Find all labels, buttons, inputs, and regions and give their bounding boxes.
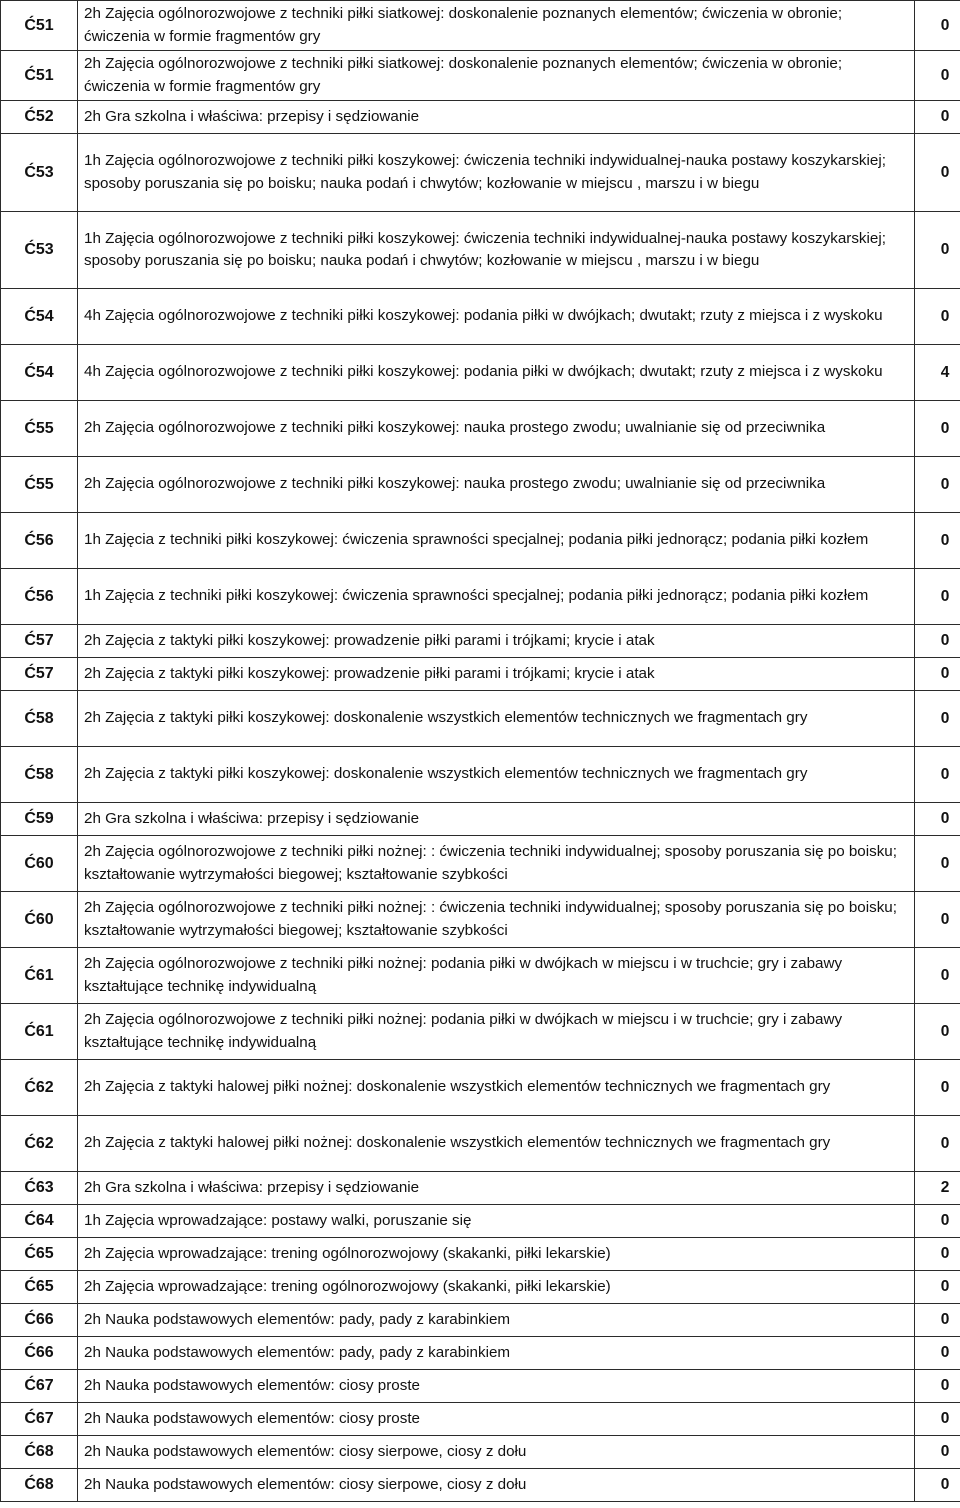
row-value: 0 xyxy=(915,1403,960,1436)
table-row xyxy=(1,457,960,513)
table-row xyxy=(1,1205,960,1238)
table-row xyxy=(1,1271,960,1304)
row-value: 0 xyxy=(915,1205,960,1238)
row-description: 2h Zajęcia ogólnorozwojowe z techniki piłki nożnej: : ćwiczenia techniki indywidualnej; sposoby poruszania się po boisku; kształtowanie wytrzymałości biegowej; kształtowanie szybkości xyxy=(78,892,915,948)
row-value: 0 xyxy=(915,457,960,513)
row-description: 2h Zajęcia z taktyki halowej piłki nożnej: doskonalenie wszystkich elementów technicznych we fragmentach gry xyxy=(78,1116,915,1172)
row-code: Ć53 xyxy=(1,212,78,289)
table-row xyxy=(1,1116,960,1172)
table-row xyxy=(1,691,960,747)
row-code: Ć67 xyxy=(1,1370,78,1403)
row-description: 2h Zajęcia z taktyki piłki koszykowej: prowadzenie piłki parami i trójkami; krycie i atak xyxy=(78,658,915,691)
row-description: 2h Zajęcia ogólnorozwojowe z techniki piłki koszykowej: nauka prostego zwodu; uwalnianie się od przeciwnika xyxy=(78,401,915,457)
row-description: 1h Zajęcia wprowadzające: postawy walki, poruszanie się xyxy=(78,1205,915,1238)
row-description: 2h Zajęcia z taktyki piłki koszykowej: doskonalenie wszystkich elementów technicznych we fragmentach gry xyxy=(78,747,915,803)
table-row xyxy=(1,1304,960,1337)
table-row xyxy=(1,892,960,948)
row-code: Ć58 xyxy=(1,747,78,803)
row-code: Ć56 xyxy=(1,513,78,569)
row-code: Ć62 xyxy=(1,1116,78,1172)
schedule-table-body xyxy=(1,1,960,1502)
row-value: 0 xyxy=(915,1271,960,1304)
table-row xyxy=(1,101,960,134)
row-description: 1h Zajęcia ogólnorozwojowe z techniki piłki koszykowej: ćwiczenia techniki indywidualnej-nauka postawy koszykarskiej; sposoby poruszania się po boisku; nauka podań i chwytów; kozłowanie w miejscu , marszu i w biegu xyxy=(78,212,915,289)
row-value: 0 xyxy=(915,1436,960,1469)
row-value: 0 xyxy=(915,836,960,892)
row-description: 1h Zajęcia z techniki piłki koszykowej: ćwiczenia sprawności specjalnej; podania piłki jednorącz; podania piłki kozłem xyxy=(78,569,915,625)
row-value: 0 xyxy=(915,1238,960,1271)
row-description: 2h Zajęcia ogólnorozwojowe z techniki piłki siatkowej: doskonalenie poznanych elementów; ćwiczenia w obronie; ćwiczenia w formie fragmentów gry xyxy=(78,1,915,51)
table-row xyxy=(1,1060,960,1116)
row-description: 4h Zajęcia ogólnorozwojowe z techniki piłki koszykowej: podania piłki w dwójkach; dwutakt; rzuty z miejsca i z wyskoku xyxy=(78,289,915,345)
row-value: 0 xyxy=(915,1060,960,1116)
row-value: 0 xyxy=(915,212,960,289)
row-code: Ć59 xyxy=(1,803,78,836)
row-description: 2h Zajęcia wprowadzające: trening ogólnorozwojowy (skakanki, piłki lekarskie) xyxy=(78,1238,915,1271)
row-value: 0 xyxy=(915,1116,960,1172)
row-description: 2h Zajęcia ogólnorozwojowe z techniki piłki siatkowej: doskonalenie poznanych elementów; ćwiczenia w obronie; ćwiczenia w formie fragmentów gry xyxy=(78,51,915,101)
row-description: 2h Zajęcia z taktyki halowej piłki nożnej: doskonalenie wszystkich elementów technicznych we fragmentach gry xyxy=(78,1060,915,1116)
row-description: 2h Zajęcia ogólnorozwojowe z techniki piłki nożnej: podania piłki w dwójkach w miejscu i w truchcie; gry i zabawy kształtujące technikę indywidualną xyxy=(78,948,915,1004)
table-row xyxy=(1,1004,960,1060)
row-value: 0 xyxy=(915,1,960,51)
table-row xyxy=(1,1172,960,1205)
row-value: 0 xyxy=(915,134,960,212)
row-value: 0 xyxy=(915,625,960,658)
row-code: Ć65 xyxy=(1,1238,78,1271)
table-row xyxy=(1,51,960,101)
table-row xyxy=(1,625,960,658)
table-row xyxy=(1,1337,960,1370)
row-value: 0 xyxy=(915,1337,960,1370)
row-value: 0 xyxy=(915,1004,960,1060)
row-value: 0 xyxy=(915,691,960,747)
table-row xyxy=(1,948,960,1004)
table-row xyxy=(1,1469,960,1502)
row-value: 0 xyxy=(915,803,960,836)
table-row xyxy=(1,134,960,212)
row-description: 2h Zajęcia wprowadzające: trening ogólnorozwojowy (skakanki, piłki lekarskie) xyxy=(78,1271,915,1304)
table-row xyxy=(1,345,960,401)
row-code: Ć57 xyxy=(1,625,78,658)
row-description: 1h Zajęcia ogólnorozwojowe z techniki piłki koszykowej: ćwiczenia techniki indywidualnej-nauka postawy koszykarskiej; sposoby poruszania się po boisku; nauka podań i chwytów; kozłowanie w miejscu , marszu i w biegu xyxy=(78,134,915,212)
table-row xyxy=(1,1403,960,1436)
row-value: 0 xyxy=(915,51,960,101)
row-value: 0 xyxy=(915,513,960,569)
row-value: 0 xyxy=(915,401,960,457)
row-code: Ć55 xyxy=(1,401,78,457)
row-code: Ć55 xyxy=(1,457,78,513)
table-row xyxy=(1,1436,960,1469)
row-code: Ć61 xyxy=(1,1004,78,1060)
row-description: 2h Nauka podstawowych elementów: ciosy proste xyxy=(78,1370,915,1403)
row-code: Ć53 xyxy=(1,134,78,212)
table-row xyxy=(1,212,960,289)
row-code: Ć64 xyxy=(1,1205,78,1238)
row-code: Ć52 xyxy=(1,101,78,134)
table-row xyxy=(1,289,960,345)
row-code: Ć65 xyxy=(1,1271,78,1304)
table-row xyxy=(1,803,960,836)
row-description: 2h Nauka podstawowych elementów: ciosy proste xyxy=(78,1403,915,1436)
row-code: Ć61 xyxy=(1,948,78,1004)
row-code: Ć66 xyxy=(1,1304,78,1337)
row-value: 0 xyxy=(915,1304,960,1337)
row-code: Ć56 xyxy=(1,569,78,625)
row-code: Ć66 xyxy=(1,1337,78,1370)
row-description: 2h Zajęcia z taktyki piłki koszykowej: prowadzenie piłki parami i trójkami; krycie i atak xyxy=(78,625,915,658)
row-description: 2h Zajęcia ogólnorozwojowe z techniki piłki nożnej: podania piłki w dwójkach w miejscu i w truchcie; gry i zabawy kształtujące technikę indywidualną xyxy=(78,1004,915,1060)
row-code: Ć54 xyxy=(1,345,78,401)
row-code: Ć67 xyxy=(1,1403,78,1436)
table-row xyxy=(1,513,960,569)
table-row xyxy=(1,658,960,691)
row-value: 0 xyxy=(915,747,960,803)
row-code: Ć54 xyxy=(1,289,78,345)
table-row xyxy=(1,1,960,51)
row-value: 4 xyxy=(915,345,960,401)
row-description: 2h Nauka podstawowych elementów: pady, pady z karabinkiem xyxy=(78,1304,915,1337)
row-value: 0 xyxy=(915,101,960,134)
row-description: 4h Zajęcia ogólnorozwojowe z techniki piłki koszykowej: podania piłki w dwójkach; dwutakt; rzuty z miejsca i z wyskoku xyxy=(78,345,915,401)
row-code: Ć68 xyxy=(1,1469,78,1502)
row-description: 1h Zajęcia z techniki piłki koszykowej: ćwiczenia sprawności specjalnej; podania piłki jednorącz; podania piłki kozłem xyxy=(78,513,915,569)
table-row xyxy=(1,569,960,625)
row-code: Ć51 xyxy=(1,1,78,51)
table-row xyxy=(1,1238,960,1271)
row-description: 2h Zajęcia z taktyki piłki koszykowej: doskonalenie wszystkich elementów technicznych we fragmentach gry xyxy=(78,691,915,747)
row-description: 2h Nauka podstawowych elementów: ciosy sierpowe, ciosy z dołu xyxy=(78,1469,915,1502)
row-code: Ć57 xyxy=(1,658,78,691)
row-code: Ć58 xyxy=(1,691,78,747)
row-code: Ć60 xyxy=(1,836,78,892)
row-code: Ć51 xyxy=(1,51,78,101)
row-value: 0 xyxy=(915,658,960,691)
row-description: 2h Nauka podstawowych elementów: pady, pady z karabinkiem xyxy=(78,1337,915,1370)
row-code: Ć60 xyxy=(1,892,78,948)
row-value: 0 xyxy=(915,289,960,345)
row-description: 2h Gra szkolna i właściwa: przepisy i sędziowanie xyxy=(78,803,915,836)
row-value: 0 xyxy=(915,569,960,625)
row-code: Ć68 xyxy=(1,1436,78,1469)
row-description: 2h Gra szkolna i właściwa: przepisy i sędziowanie xyxy=(78,1172,915,1205)
table-row xyxy=(1,836,960,892)
row-code: Ć62 xyxy=(1,1060,78,1116)
row-description: 2h Nauka podstawowych elementów: ciosy sierpowe, ciosy z dołu xyxy=(78,1436,915,1469)
row-code: Ć63 xyxy=(1,1172,78,1205)
row-value: 0 xyxy=(915,1370,960,1403)
row-description: 2h Zajęcia ogólnorozwojowe z techniki piłki nożnej: : ćwiczenia techniki indywidualnej; sposoby poruszania się po boisku; kształtowanie wytrzymałości biegowej; kształtowanie szybkości xyxy=(78,836,915,892)
row-value: 2 xyxy=(915,1172,960,1205)
row-value: 0 xyxy=(915,892,960,948)
table-row xyxy=(1,401,960,457)
table-row xyxy=(1,747,960,803)
table-row xyxy=(1,1370,960,1403)
row-description: 2h Gra szkolna i właściwa: przepisy i sędziowanie xyxy=(78,101,915,134)
row-value: 0 xyxy=(915,1469,960,1502)
row-description: 2h Zajęcia ogólnorozwojowe z techniki piłki koszykowej: nauka prostego zwodu; uwalnianie się od przeciwnika xyxy=(78,457,915,513)
row-value: 0 xyxy=(915,948,960,1004)
